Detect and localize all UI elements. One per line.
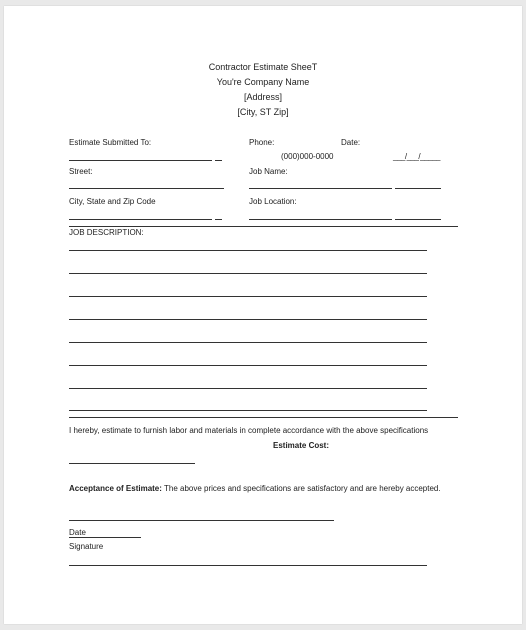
phone-value: (000)000-0000 [281, 152, 334, 161]
company-address: [Address] [243, 92, 283, 102]
date-footer-line [69, 537, 141, 538]
signature-line [69, 565, 427, 566]
company-city-state-zip: [City, ST Zip] [237, 107, 289, 117]
job-description-line-8 [69, 410, 427, 411]
acceptance-label: Acceptance of Estimate: [69, 484, 162, 493]
signature-label: Signature [69, 542, 104, 551]
estimate-cost-label: Estimate Cost: [273, 441, 330, 450]
job-location-line-end [395, 219, 441, 220]
company-name: You're Company Name [216, 77, 310, 87]
date-footer-label: Date [69, 528, 86, 537]
job-description-line-6 [69, 365, 427, 366]
estimate-submitted-to-label: Estimate Submitted To: [69, 138, 152, 147]
city-state-zip-line [69, 219, 212, 220]
submitted-to-line-end [215, 160, 222, 161]
job-location-line [249, 219, 392, 220]
job-description-line-4 [69, 319, 427, 320]
job-description-line-3 [69, 296, 427, 297]
job-description-label: JOB DESCRIPTION: [69, 228, 144, 237]
city-state-zip-line-end [215, 219, 222, 220]
section-divider [69, 226, 458, 227]
job-name-line-end [395, 188, 441, 189]
section-divider-2 [69, 417, 458, 418]
document-title: Contractor Estimate SheeT [208, 62, 318, 72]
phone-label: Phone: [249, 138, 275, 147]
job-description-line-7 [69, 388, 427, 389]
date-label: Date: [341, 138, 361, 147]
submitted-to-line [69, 160, 212, 161]
street-line [69, 188, 224, 189]
estimate-cost-line [69, 463, 195, 464]
job-description-line-5 [69, 342, 427, 343]
job-name-line [249, 188, 392, 189]
hereby-statement: I hereby, estimate to furnish labor and materials in complete accordance with the above specifications [69, 426, 429, 435]
street-label: Street: [69, 167, 93, 176]
city-state-zip-label: City, State and Zip Code [69, 197, 156, 206]
job-description-line-2 [69, 273, 427, 274]
date-value: ___/___/_____ [393, 152, 440, 161]
job-description-line-1 [69, 250, 427, 251]
acceptance-text: The above prices and specifications are satisfactory and are hereby accepted. [161, 484, 441, 493]
acceptance-statement [69, 484, 441, 493]
job-location-label: Job Location: [249, 197, 297, 206]
acceptance-signature-line [69, 520, 334, 521]
job-name-label: Job Name: [249, 167, 288, 176]
